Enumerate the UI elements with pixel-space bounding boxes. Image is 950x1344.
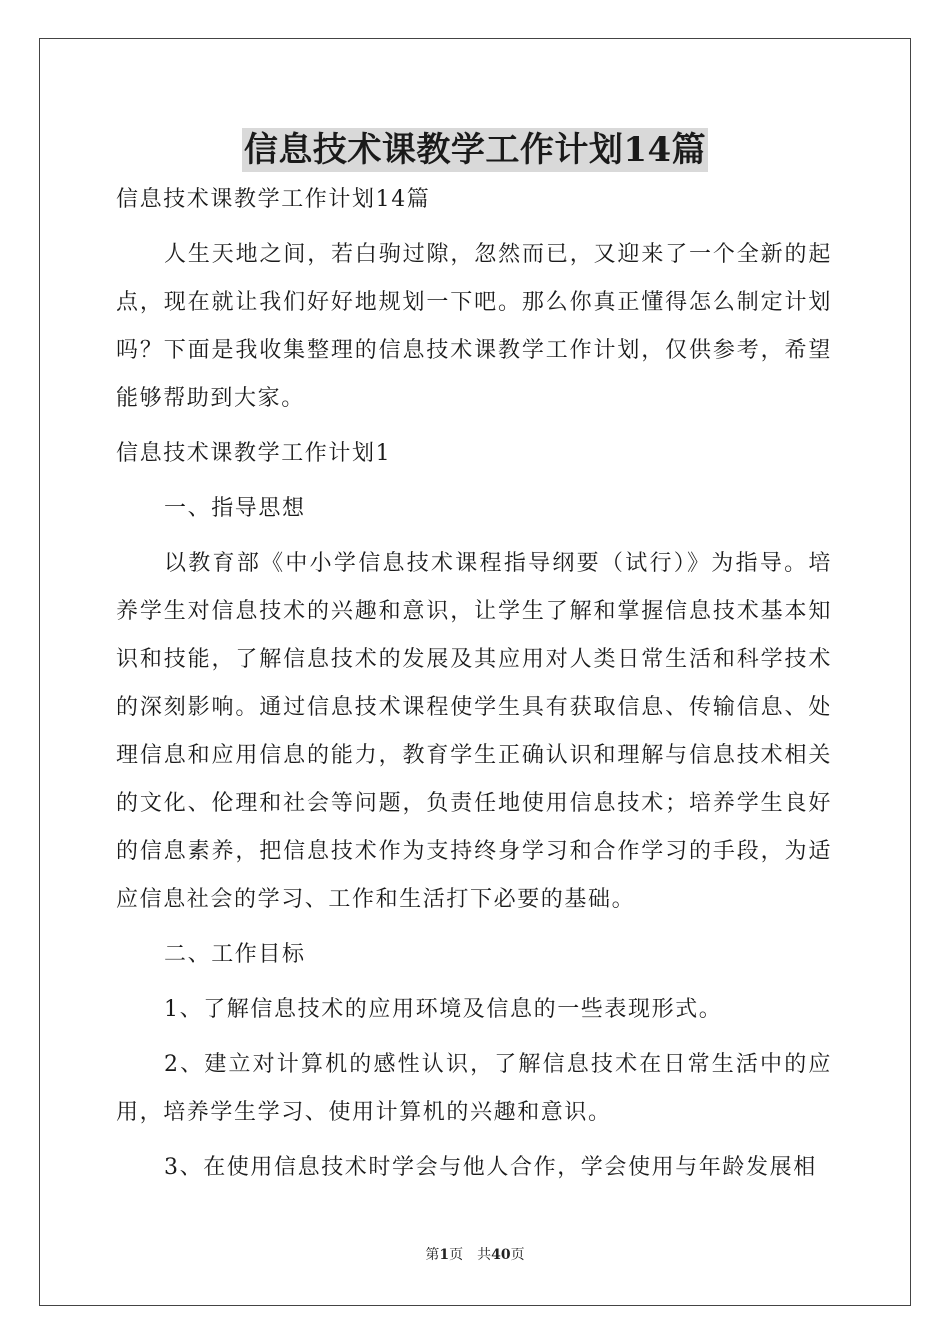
subtitle-line: 信息技术课教学工作计划14篇	[116, 187, 431, 212]
footer-suffix: 页	[510, 1247, 525, 1263]
document-body	[116, 176, 832, 1192]
document-title: 信息技术课教学工作计划14篇	[243, 130, 707, 170]
footer-prefix: 第	[425, 1247, 440, 1263]
footer-total-pages: 40	[491, 1247, 511, 1263]
goal-item-3: 3、在使用信息技术时学会与他人合作，学会使用与年龄发展相	[164, 1155, 817, 1180]
goal-item-1: 1、了解信息技术的应用环境及信息的一些表现形式。	[164, 997, 723, 1022]
title-container	[0, 128, 950, 172]
page-footer	[0, 1244, 950, 1264]
heading-guiding-thought: 一、指导思想	[164, 496, 306, 521]
intro-paragraph: 人生天地之间，若白驹过隙，忽然而已，又迎来了一个全新的起点，现在就让我们好好地规划一下吧。那么你真正懂得怎么制定计划吗？下面是我收集整理的信息技术课教学工作计划，仅供参考，希望能够帮助到大家。	[116, 242, 832, 411]
guiding-thought-paragraph: 以教育部《中小学信息技术课程指导纲要（试行）》为指导。培养学生对信息技术的兴趣和意识，让学生了解和掌握信息技术基本知识和技能，了解信息技术的发展及其应用对人类日常生活和科学技术的深刻影响。通过信息技术课程使学生具有获取信息、传输信息、处理信息和应用信息的能力，教育学生正确认识和理解与信息技术相关的文化、伦理和社会等问题，负责任地使用信息技术；培养学生良好的信息素养，把信息技术作为支持终身学习和合作学习的手段，为适应信息社会的学习、工作和生活打下必要的基础。	[116, 551, 832, 912]
goal-item-2: 2、建立对计算机的感性认识，了解信息技术在日常生活中的应用，培养学生学习、使用计算机的兴趣和意识。	[116, 1052, 832, 1125]
footer-mid: 页 共	[449, 1247, 492, 1263]
heading-work-goals: 二、工作目标	[164, 942, 306, 967]
footer-page-number: 1	[439, 1247, 450, 1263]
section-heading-plan-1: 信息技术课教学工作计划1	[116, 441, 392, 466]
